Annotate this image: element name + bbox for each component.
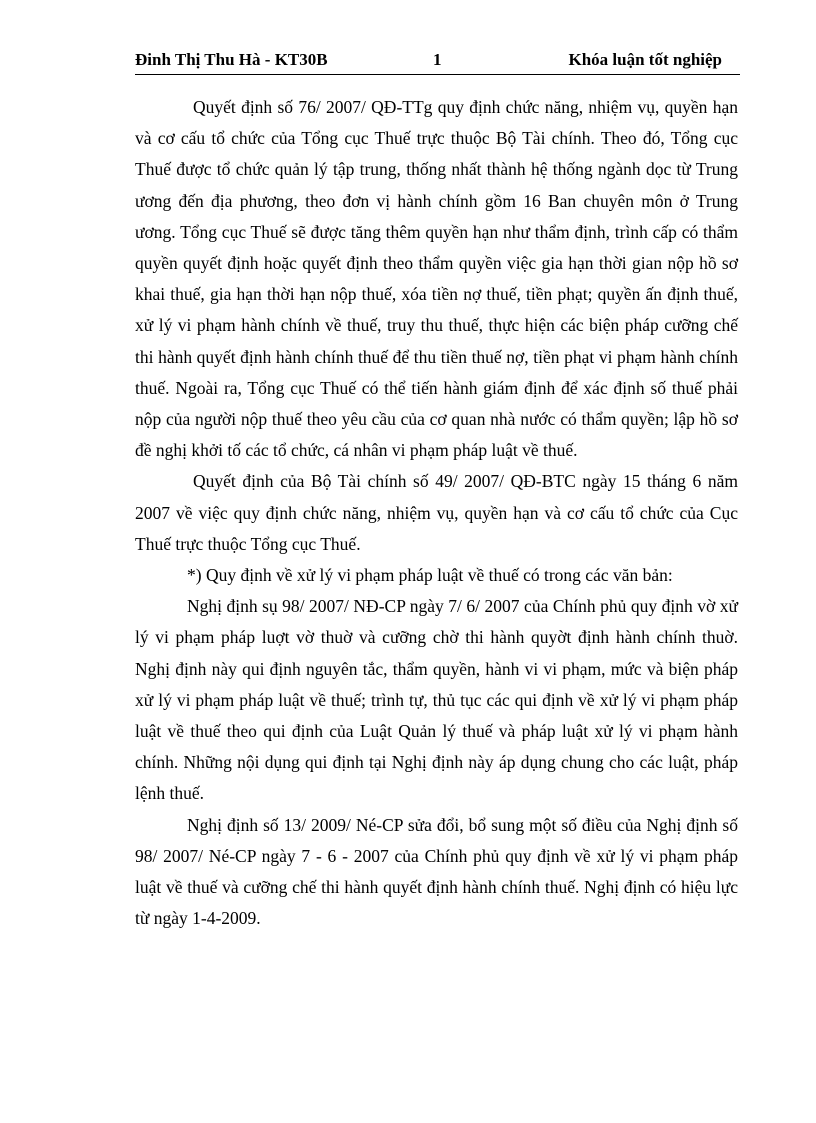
- paragraph-regulation-heading: *) Quy định về xử lý vi phạm pháp luật về thuế có trong các văn bản:: [187, 565, 673, 586]
- paragraph-decree-13: Nghị định số 13/ 2009/ Né-CP sửa đổi, bổ sung một số điều của Nghị định số 98/ 2007/ Né-CP ngày 7 - 6 - 2007 của Chính phủ quy định về xử lý vi phạm pháp luật về thuế và cưỡng chế thi hành quyết định hành chính thuế. Nghị định có hiệu lực từ ngày 1-4-2009.: [135, 814, 738, 929]
- document-body: [135, 92, 738, 934]
- page-header: [135, 50, 740, 75]
- paragraph-decision-49: Quyết định của Bộ Tài chính số 49/ 2007/ QĐ-BTC ngày 15 tháng 6 năm 2007 về việc quy định chức năng, nhiệm vụ, quyền hạn và cơ cấu tổ chức của Cục Thuế trực thuộc Tổng cục Thuế.: [135, 471, 738, 554]
- paragraph-decision-76: Quyết định số 76/ 2007/ QĐ-TTg quy định chức năng, nhiệm vụ, quyền hạn và cơ cấu tổ chức của Tổng cục Thuế trực thuộc Bộ Tài chính. Theo đó, Tổng cục Thuế được tổ chức quản lý tập trung, thống nhất thành hệ thống ngành dọc từ Trung ương đến địa phương, theo đơn vị hành chính gồm 16 Ban chuyên môn ở Trung ương. Tổng cục Thuế sẽ được tăng thêm quyền hạn như thẩm định, trình cấp có thẩm quyền quyết định hoặc quyết định theo thẩm quyền việc gia hạn thời gian nộp hồ sơ khai thuế, gia hạn thời hạn nộp thuế, xóa tiền nợ thuế, tiền phạt; quyền ấn định thuế, xử lý vi phạm hành chính về thuế, truy thu thuế, thực hiện các biện pháp cưỡng chế thi hành quyết định hành chính thuế để thu tiền thuế nợ, tiền phạt vi phạm hành chính thuế. Ngoài ra, Tổng cục Thuế có thể tiến hành giám định để xác định số thuế phải nộp của người nộp thuế theo yêu cầu của cơ quan nhà nước có thẩm quyền; lập hồ sơ đề nghị khởi tố các tổ chức, cá nhân vi phạm pháp luật về thuế.: [135, 97, 738, 461]
- header-page-number: 1: [433, 50, 442, 69]
- paragraph-decree-98: Nghị định sụ 98/ 2007/ NĐ-CP ngày 7/ 6/ 2007 của Chính phủ quy định vờ xử lý vi phạm pháp luợt vờ thuờ và cưỡng chờ thi hành quyờt định hành chính thuờ. Nghị định này qui định nguyên tắc, thẩm quyền, hành vi vi phạm, mức và biện pháp xử lý vi phạm pháp luật về thuế; trình tự, thủ tục các qui định về xử lý vi phạm pháp luật về thuế theo qui định của Luật Quản lý thuế và pháp luật xử lý vi phạm hành chính. Những nội dụng qui định tại Nghị định này áp dụng chung cho các luật, pháp lệnh thuế.: [135, 596, 738, 804]
- header-doc-type: Khóa luận tốt nghiệp: [568, 50, 722, 69]
- header-author: Đinh Thị Thu Hà - KT30B: [135, 50, 328, 69]
